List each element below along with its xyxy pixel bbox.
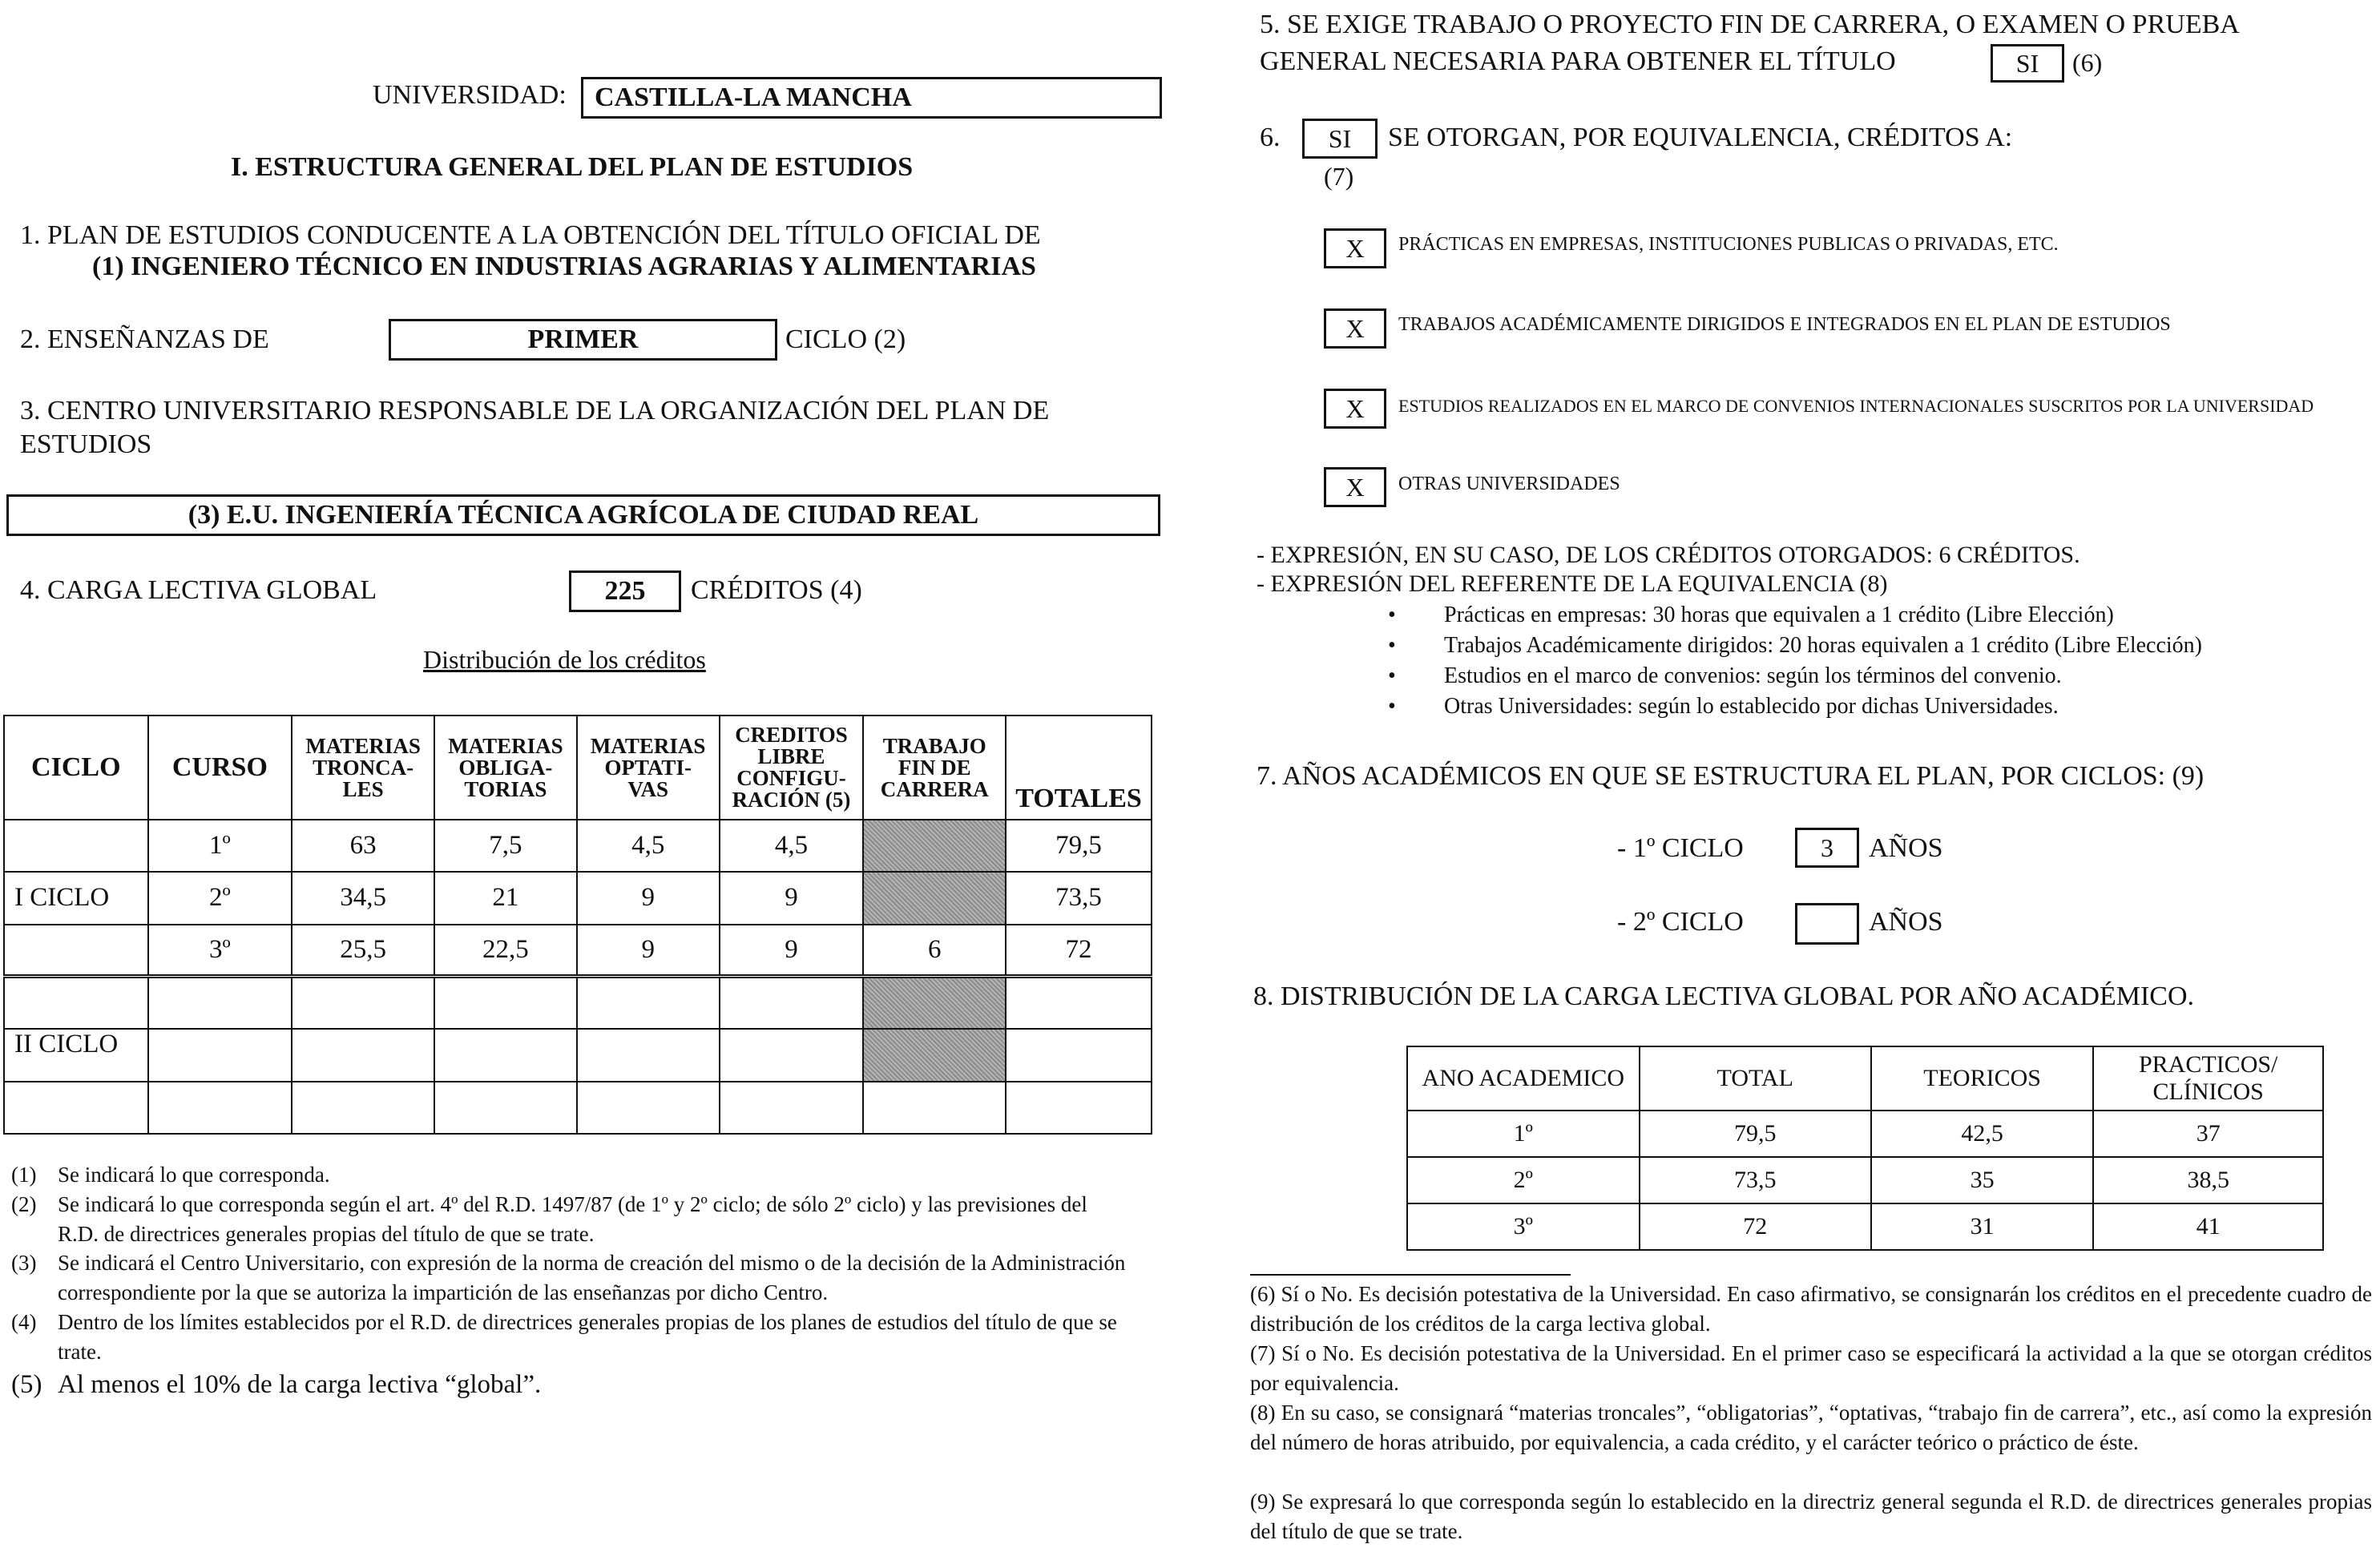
check-mark: X (1345, 313, 1365, 343)
item3-line1: 3. CENTRO UNIVERSITARIO RESPONSABLE DE LA ORGANIZACIÓN DEL PLAN DE (20, 396, 1050, 425)
table-cell: 21 (434, 872, 577, 924)
check-label: PRÁCTICAS EN EMPRESAS, INSTITUCIONES PUBLICAS O PRIVADAS, ETC. (1398, 234, 2059, 255)
table-cell: 79,5 (1006, 820, 1152, 872)
item1-line1: 1. PLAN DE ESTUDIOS CONDUCENTE A LA OBTENCIÓN DEL TÍTULO OFICIAL DE (20, 220, 1041, 250)
table-cell (577, 1082, 720, 1134)
table-cell (1006, 1029, 1152, 1081)
table-cell (577, 977, 720, 1029)
table-cell (292, 1082, 434, 1134)
table-cell: 73,5 (1006, 872, 1152, 924)
dist-title: Distribución de los créditos (423, 645, 706, 674)
table-cell: 1º (1407, 1111, 1640, 1157)
footnote-9: (9) Se expresará lo que corresponda según lo establecido en la directriz general segunda el R.D. de directrices generales propias del título de que se trate. (1250, 1490, 2372, 1543)
table-cell (1006, 1082, 1152, 1134)
footnote-8: (8) En su caso, se consignará “materias troncales”, “obligatorias”, “optativas, “trabajo fin de carrera”, etc., así como la expresión del número de horas atribuido, por equivalencia, a cada crédito, y el carácter teórico o práctico de éste. (1250, 1401, 2372, 1454)
check-label: TRABAJOS ACADÉMICAMENTE DIRIGIDOS E INTEGRADOS EN EL PLAN DE ESTUDIOS (1398, 314, 2171, 335)
table-cell: 9 (720, 872, 864, 924)
table-cell (4, 1082, 148, 1134)
table-cell (434, 1029, 577, 1081)
check-mark: X (1345, 393, 1365, 423)
table-cell (4, 977, 148, 1029)
table-cell (148, 1082, 292, 1134)
dist-header-cell: TOTALES (1006, 716, 1152, 820)
check-label: OTRAS UNIVERSIDADES (1398, 474, 1620, 494)
table-row (4, 820, 1152, 872)
table-cell (292, 977, 434, 1029)
footnote-3: (3) Se indicará el Centro Universitario, con expresión de la norma de creación del mismo o de la decisión de la Administración correspondiente por la que se autoriza la impartición de las enseñanzas por dicho Centro. (11, 1251, 1126, 1304)
item6-num: 6. (1260, 123, 1281, 152)
item5-value: SI (2015, 48, 2039, 78)
list-item: • Estudios en el marco de convenios: según los términos del convenio. (1388, 663, 2062, 688)
dist-header-cell: TRABAJO FIN DE CARRERA (863, 716, 1006, 820)
item3-line2: ESTUDIOS (20, 429, 152, 459)
table-row (1407, 1111, 2323, 1157)
item4-label: 4. CARGA LECTIVA GLOBAL (20, 575, 377, 605)
table-cell (720, 977, 864, 1029)
table-cell: 9 (577, 925, 720, 977)
table-cell: 6 (863, 925, 1006, 977)
table-cell (148, 1029, 292, 1081)
table-cell: 9 (577, 872, 720, 924)
table-cell (863, 1082, 1006, 1134)
item4-suffix: CRÉDITOS (4) (691, 575, 862, 605)
carga-value: 225 (604, 576, 646, 606)
ciclo1-value: 3 (1821, 832, 1833, 862)
year-header-cell: TOTAL (1640, 1046, 1871, 1111)
table-cell: 79,5 (1640, 1111, 1871, 1157)
item6-text: SE OTORGAN, POR EQUIVALENCIA, CRÉDITOS A: (1388, 123, 2013, 152)
item2-label: 2. ENSEÑANZAS DE (20, 325, 269, 354)
footnote-5: (5) Al menos el 10% de la carga lectiva “global”. (11, 1370, 542, 1399)
table-cell: 9 (720, 925, 864, 977)
footnote-4: (4) Dentro de los límites establecidos por el R.D. de directrices generales propias de los planes de estudios del título de que se trate. (11, 1310, 1117, 1364)
shaded-cell (863, 820, 1006, 872)
checkbox-convenios[interactable] (1324, 389, 1386, 429)
list-item: • Prácticas en empresas: 30 horas que equivalen a 1 crédito (Libre Elección) (1388, 603, 2114, 627)
table-cell (577, 1029, 720, 1081)
table-cell: 72 (1006, 925, 1152, 977)
years-label: AÑOS (1869, 907, 1943, 937)
ciclo1-label: - 1º CICLO (1617, 833, 1744, 863)
table-cell: 31 (1871, 1203, 2094, 1250)
table-row (4, 925, 1152, 977)
table-cell: 3º (148, 925, 292, 977)
ciclo-field (389, 319, 777, 361)
table-cell (434, 1082, 577, 1134)
table-row (1407, 1157, 2323, 1203)
section-title: I. ESTRUCTURA GENERAL DEL PLAN DE ESTUDIOS (231, 152, 914, 182)
item6-ref: (7) (1324, 162, 1354, 191)
table-cell: 34,5 (292, 872, 434, 924)
table-row (1407, 1203, 2323, 1250)
dist-header-cell: MATERIAS OBLIGA- TORIAS (434, 716, 577, 820)
table-cell: 4,5 (577, 820, 720, 872)
check-label: ESTUDIOS REALIZADOS EN EL MARCO DE CONVENIOS INTERNACIONALES SUSCRITOS POR LA UNIVERSIDAD (1398, 396, 2314, 416)
item2-suffix: CICLO (2) (785, 325, 906, 354)
dist-header-cell: CREDITOS LIBRE CONFIGU- RACIÓN (5) (720, 716, 864, 820)
table-cell (4, 820, 148, 872)
table-cell: 38,5 (2093, 1157, 2323, 1203)
item8: 8. DISTRIBUCIÓN DE LA CARGA LECTIVA GLOBAL POR AÑO ACADÉMICO. (1253, 982, 2195, 1011)
shaded-cell (863, 872, 1006, 924)
table-cell (148, 977, 292, 1029)
shaded-cell (863, 977, 1006, 1029)
footnote-6: (6) Sí o No. Es decisión potestativa de la Universidad. En caso afirmativo, se consignarán los créditos en el precedente cuadro de distribución de los créditos de la carga lectiva global. (1250, 1282, 2372, 1336)
table-cell: 22,5 (434, 925, 577, 977)
table-cell: 41 (2093, 1203, 2323, 1250)
table-cell: 3º (1407, 1203, 1640, 1250)
check-mark: X (1345, 233, 1365, 263)
dist-header-row (4, 716, 1152, 820)
table-cell: 63 (292, 820, 434, 872)
ciclo1-field (1795, 828, 1859, 868)
table-row (4, 977, 1152, 1029)
footnote-divider (1250, 1274, 1571, 1276)
checkbox-practicas[interactable] (1324, 228, 1386, 268)
table-cell: 72 (1640, 1203, 1871, 1250)
item6-value: SI (1328, 123, 1352, 153)
centro-value: (3) E.U. INGENIERÍA TÉCNICA AGRÍCOLA DE CIUDAD REAL (188, 500, 979, 530)
universidad-value: CASTILLA-LA MANCHA (595, 83, 912, 112)
centro-field (6, 494, 1160, 536)
table-cell: 2º (148, 872, 292, 924)
table-cell: 42,5 (1871, 1111, 2094, 1157)
item1-line2: (1) INGENIERO TÉCNICO EN INDUSTRIAS AGRARIAS Y ALIMENTARIAS (92, 252, 1036, 281)
credit-distribution-table (3, 715, 1152, 1135)
item5-line1: 5. SE EXIGE TRABAJO O PROYECTO FIN DE CARRERA, O EXAMEN O PRUEBA (1260, 10, 2240, 39)
table-cell (434, 977, 577, 1029)
dist-header-cell: MATERIAS OPTATI- VAS (577, 716, 720, 820)
table-cell: II CICLO (4, 1029, 148, 1081)
universidad-field (581, 77, 1162, 119)
shaded-cell (863, 1029, 1006, 1081)
year-header-cell: TEORICOS (1871, 1046, 2094, 1111)
checkbox-universidades[interactable] (1324, 467, 1386, 507)
ciclo2-label: - 2º CICLO (1617, 907, 1744, 937)
table-row (4, 1029, 1152, 1081)
table-cell: 7,5 (434, 820, 577, 872)
table-cell: 35 (1871, 1157, 2094, 1203)
table-cell: I CICLO (4, 872, 148, 924)
year-header-cell: ANO ACADEMICO (1407, 1046, 1640, 1111)
item5-ref: (6) (2072, 48, 2103, 77)
table-cell (4, 925, 148, 977)
year-distribution-table (1406, 1046, 2324, 1251)
year-header-cell: PRACTICOS/ CLÍNICOS (2093, 1046, 2323, 1111)
dist-header-cell: MATERIAS TRONCA- LES (292, 716, 434, 820)
ciclo-value: PRIMER (527, 325, 639, 354)
item5-field (1991, 44, 2064, 83)
expr-referente: - EXPRESIÓN DEL REFERENTE DE LA EQUIVALENCIA (8) (1257, 570, 1888, 597)
table-cell (720, 1029, 864, 1081)
table-cell: 25,5 (292, 925, 434, 977)
dist-header-cell: CURSO (148, 716, 292, 820)
footnote-7: (7) Sí o No. Es decisión potestativa de la Universidad. En el primer caso se especificará la actividad a la que se otorgan créditos por equivalencia. (1250, 1341, 2372, 1395)
checkbox-trabajos[interactable] (1324, 308, 1386, 349)
table-cell: 73,5 (1640, 1157, 1871, 1203)
footnote-1: (1) Se indicará lo que corresponda. (11, 1163, 330, 1187)
dist-header-cell: CICLO (4, 716, 148, 820)
table-cell: 1º (148, 820, 292, 872)
item6-field (1302, 119, 1378, 159)
table-cell: 2º (1407, 1157, 1640, 1203)
list-item: • Otras Universidades: según lo establecido por dichas Universidades. (1388, 694, 2059, 719)
table-cell: 4,5 (720, 820, 864, 872)
item7: 7. AÑOS ACADÉMICOS EN QUE SE ESTRUCTURA EL PLAN, POR CICLOS: (9) (1257, 761, 2205, 791)
universidad-label: UNIVERSIDAD: (373, 80, 567, 110)
table-cell (1006, 977, 1152, 1029)
footnote-2: (2) Se indicará lo que corresponda según el art. 4º del R.D. 1497/87 (de 1º y 2º ciclo; de sólo 2º ciclo) y las previsiones del R.D. de directrices generales propias del título de que se trate. (11, 1192, 1087, 1246)
table-row (4, 1082, 1152, 1134)
table-cell (720, 1082, 864, 1134)
table-cell (292, 1029, 434, 1081)
item5-line2: GENERAL NECESARIA PARA OBTENER EL TÍTULO (1260, 46, 1896, 76)
years-label: AÑOS (1869, 833, 1943, 863)
carga-field (569, 570, 681, 612)
table-row (4, 872, 1152, 924)
year-header-row (1407, 1046, 2323, 1111)
ciclo2-field (1795, 903, 1859, 945)
list-item: • Trabajos Académicamente dirigidos: 20 horas equivalen a 1 crédito (Libre Elección) (1388, 633, 2202, 658)
expr-creditos: - EXPRESIÓN, EN SU CASO, DE LOS CRÉDITOS OTORGADOS: 6 CRÉDITOS. (1257, 542, 2080, 568)
check-mark: X (1345, 472, 1365, 502)
table-cell: 37 (2093, 1111, 2323, 1157)
